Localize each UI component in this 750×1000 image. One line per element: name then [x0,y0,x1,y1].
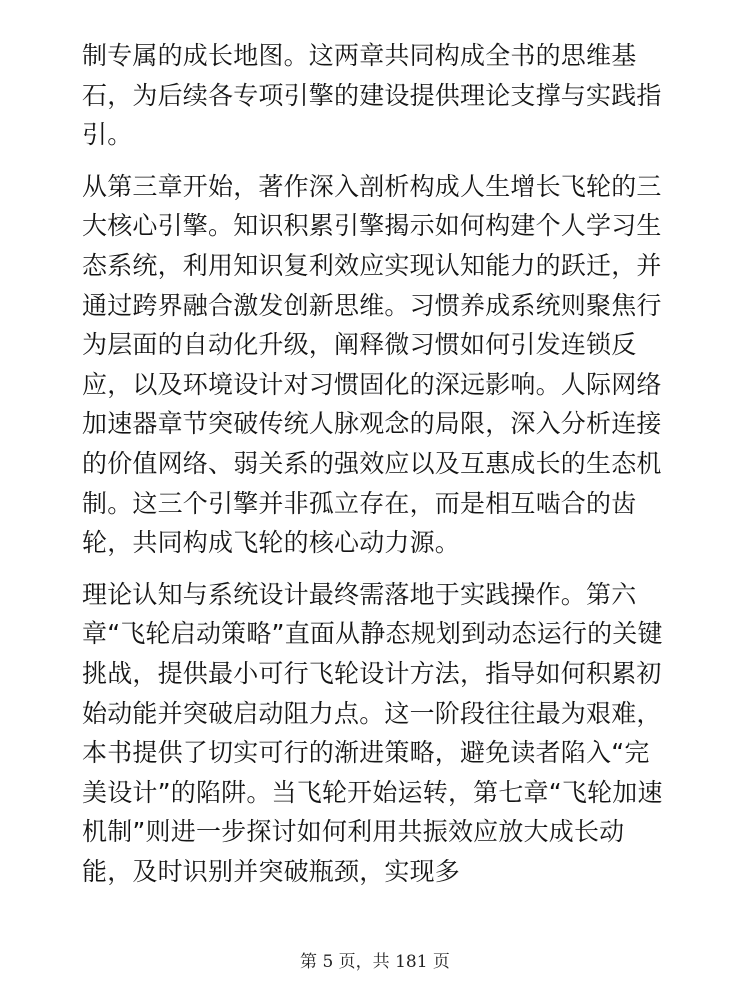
paragraph-3: 理论认知与系统设计最终需落地于实践操作。第六章“飞轮启动策略”直面从静态规划到动态运行的关键挑战，提供最小可行飞轮设计方法，指导如何积累初始动能并突破启动阻力点。这一阶段往往最为艰难，本书提供了切实可行的渐进策略，避免读者陷入“完美设计”的陷阱。当飞轮开始运转，第七章“飞轮加速机制”则进一步探讨如何利用共振效应放大成长动能，及时识别并突破瓶颈，实现多 [82,579,663,886]
page-footer: 第 5 页，共 181 页 [300,952,450,972]
paragraph-2: 从第三章开始，著作深入剖析构成人生增长飞轮的三大核心引擎。知识积累引擎揭示如何构建个人学习生态系统，利用知识复利效应实现认知能力的跃迁，并通过跨界融合激发创新思维。习惯养成系统则聚焦行为层面的自动化升级，阐释微习惯如何引发连锁反应，以及环境设计对习惯固化的深远影响。人际网络加速器章节突破传统人脉观念的局限，深入分析连接的价值网络、弱关系的强效应以及互惠成长的生态机制。这三个引擎并非孤立存在，而是相互啮合的齿轮，共同构成飞轮的核心动力源。 [82,171,662,558]
body-text [82,36,668,903]
paragraph-1: 制专属的成长地图。这两章共同构成全书的思维基石，为后续各专项引擎的建设提供理论支撑与实践指引。 [82,41,662,150]
